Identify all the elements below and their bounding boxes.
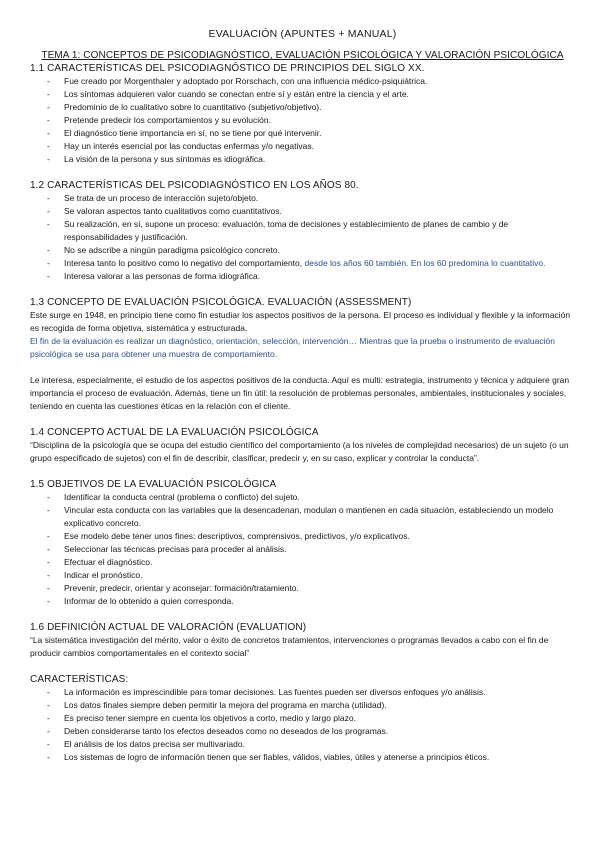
document-title: EVALUACIÓN (APUNTES + MANUAL) (208, 28, 397, 40)
section-1-5-list (30, 491, 575, 608)
section-1-5-heading: 1.5 OBJETIVOS DE LA EVALUACIÓN PSICOLÓGICA (30, 479, 277, 490)
section-1-3-highlighted-paragraph: El fin de la evaluación es realizar un diagnóstico, orientación, selección, intervención… Mientras que la prueba o instrumento de evaluación psicológica se usa para obtener una muestra de comportamiento. (30, 336, 555, 359)
section-1-2-list (30, 192, 575, 283)
list-item: - Es preciso tener siempre en cuenta los objetivos a corto, medio y largo plazo. (47, 712, 575, 725)
list-item: - Indicar el pronóstico. (47, 569, 575, 582)
list-item: - El análisis de los datos precisa ser multivariado. (47, 738, 575, 751)
list-item: - Su realización, en sí, supone un proceso: evaluación, toma de decisiones y establecimiento de planes de cambio y de responsabilidades y justificación. (47, 218, 575, 244)
section-1-3-paragraph: Le interesa, especialmente, el estudio de los aspectos positivos de la conducta. Aquí es multi: estrategia, instrumento y técnica y adquiere gran importancia el proceso de evaluación. Además, tiene un fin útil: la resolución de problemas personales, ambientales, institucionales y sociales, teniendo en cuenta las cuestiones éticas en la relación con el cliente. (30, 375, 570, 411)
list-item: - Hay un interés esencial por las conductas enfermas y/o negativas. (47, 140, 575, 153)
list-item: - El diagnóstico tiene importancia en sí, no se tiene por qué intervenir. (47, 127, 575, 140)
list-item: - Identificar la conducta central (problema o conflicto) del sujeto. (47, 491, 575, 504)
topic-heading: TEMA 1: CONCEPTOS DE PSICODIAGNÓSTICO, EVALUACIÓN PSICOLÓGICA Y VALORACIÓN PSICOLÓGICA (41, 50, 564, 61)
section-1-4-heading: 1.4 CONCEPTO ACTUAL DE LA EVALUACIÓN PSICOLÓGICA (30, 427, 319, 438)
characteristics-list (30, 686, 575, 764)
section-1-2-heading: 1.2 CARACTERÍSTICAS DEL PSICODIAGNÓSTICO EN LOS AÑOS 80. (30, 180, 359, 191)
list-item: - Prevenir, predecir, orientar y aconsejar: formación/tratamiento. (47, 582, 575, 595)
list-item: - Pretende predecir los comportamientos y su evolución. (47, 114, 575, 127)
characteristics-heading: CARACTERÍSTICAS: (30, 674, 129, 685)
document-page (30, 28, 575, 764)
list-item: - Ese modelo debe tener unos fines: descriptivos, comprensivos, predictivos, y/o explicativos. (47, 530, 575, 543)
list-item: - Se valoran aspectos tanto cualitativos como cuantitativos. (47, 205, 575, 218)
list-item: - Predominio de lo cualitativo sobre lo cuantitativo (subjetivo/objetivo). (47, 101, 575, 114)
section-1-6-heading: 1.6 DEFINICIÓN ACTUAL DE VALORACIÓN (EVALUATION) (30, 622, 307, 633)
list-item: - La información es imprescindible para tomar decisiones. Las fuentes pueden ser diversos enfoques y/o análisis. (47, 686, 575, 699)
list-item (47, 257, 575, 270)
list-item-text: Interesa tanto lo positivo como lo negativo del comportamiento, (64, 258, 303, 268)
section-1-1-list (30, 75, 575, 166)
section-1-4-quote: “Disciplina de la psicología que se ocupa del estudio científico del comportamiento (a los niveles de complejidad necesarios) de un sujeto (o un grupo especificado de sujetos) con el fin de describir, clasificar, predecir y, en su caso, explicar y controlar la conducta”. (30, 440, 569, 463)
list-item: - Los datos finales siempre deben permitir la mejora del programa en marcha (utilidad). (47, 699, 575, 712)
list-item: - Informar de lo obtenido a quien corresponda. (47, 595, 575, 608)
section-1-6-quote: “La sistemática investigación del mérito, valor o éxito de concretos tratamientos, intervenciones o programas llevados a cabo con el fin de producir cambios comportamentales en el contexto social” (30, 635, 549, 658)
list-item: - Efectuar el diagnóstico. (47, 556, 575, 569)
list-item: - La visión de la persona y sus síntomas es idiográfica. (47, 153, 575, 166)
highlighted-note: desde los años 60 también. En los 60 predomina lo cuantitativo. (304, 258, 546, 268)
section-1-3-paragraph: Este surge en 1948, en principio tiene como fin estudiar los aspectos positivos de la persona. El proceso es individual y flexible y la información es recogida de forma objetiva, sistemática y estructurada. (30, 310, 571, 333)
section-1-1-heading: 1.1 CARACTERÍSTICAS DEL PSICODIAGNÓSTICO DE PRINCIPIOS DEL SIGLO XX. (30, 63, 425, 74)
list-item: - No se adscribe a ningún paradigma psicológico concreto. (47, 244, 575, 257)
list-item: - Los sistemas de logro de información tienen que ser fiables, válidos, viables, útiles y atenerse a principios éticos. (47, 751, 575, 764)
list-item: - Fue creado por Morgenthaler y adoptado por Rorschach, con una influencia médico-psiquiátrica. (47, 75, 575, 88)
list-item: - Los síntomas adquieren valor cuando se conectan entre sí y están entre la ciencia y el arte. (47, 88, 575, 101)
list-item: - Deben considerarse tanto los efectos deseados como no deseados de los programas. (47, 725, 575, 738)
section-1-3-heading: 1.3 CONCEPTO DE EVALUACIÓN PSICOLÓGICA. EVALUACIÓN (ASSESSMENT) (30, 297, 412, 308)
list-item: - Seleccionar las técnicas precisas para proceder al análisis. (47, 543, 575, 556)
list-item: - Vincular esta conducta con las variables que la desencadenan, modulan o mantienen en cada situación, estableciendo un modelo explicativo concreto. (47, 504, 575, 530)
list-item: - Se trata de un proceso de interacción sujeto/objeto. (47, 192, 575, 205)
list-item: - Interesa valorar a las personas de forma idiográfica. (47, 270, 575, 283)
